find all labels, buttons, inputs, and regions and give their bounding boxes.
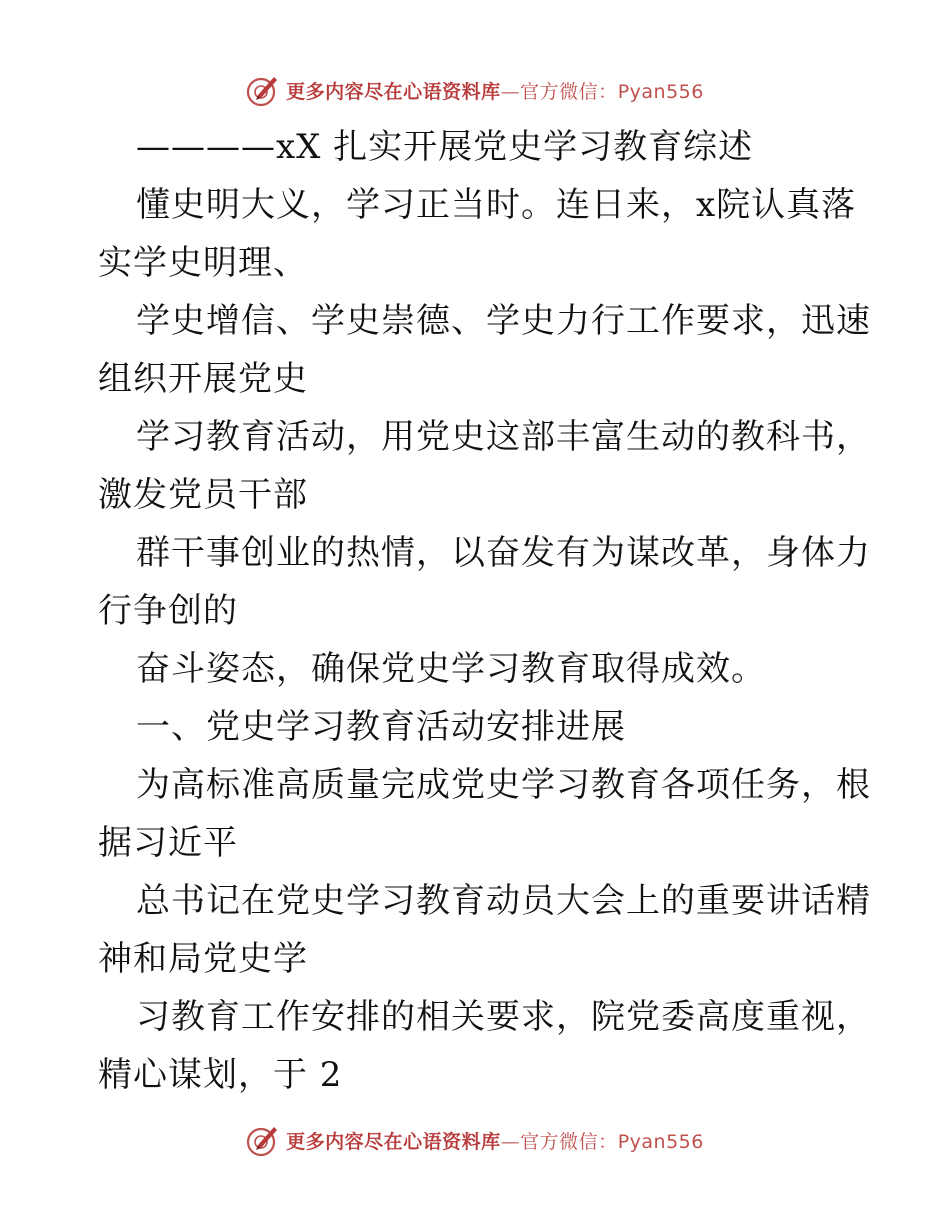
doc-line: 奋斗姿态，确保党史学习教育取得成效。 <box>136 649 766 689</box>
pen-logo-icon <box>246 1123 280 1157</box>
watermark-wechat-id: Pyan556 <box>617 80 704 103</box>
doc-line: 习教育工作安排的相关要求，院党委高度重视， <box>136 997 871 1037</box>
doc-line: 激发党员干部 <box>98 475 308 515</box>
doc-line: 学史增信、学史崇德、学史力行工作要求，迅速 <box>136 301 871 341</box>
doc-line: 行争创的 <box>98 591 238 631</box>
watermark-footer <box>0 1120 950 1160</box>
watermark-emphasis: 更多内容尽在心语资料库 <box>286 1130 501 1153</box>
watermark-header <box>0 70 950 110</box>
doc-section-heading: 一、党史学习教育活动安排进展 <box>136 707 626 747</box>
doc-title-line: ————xX 扎实开展党史学习教育综述 <box>136 127 754 167</box>
watermark-suffix: 官方微信： <box>520 1130 618 1153</box>
watermark-wechat-id: Pyan556 <box>617 1130 704 1153</box>
doc-line: 学习教育活动，用党史这部丰富生动的教科书， <box>136 417 871 457</box>
doc-line: 为高标准高质量完成党史学习教育各项任务，根 <box>136 765 871 805</box>
doc-line: 神和局党史学 <box>98 939 308 979</box>
doc-line: 组织开展党史 <box>98 359 308 399</box>
doc-line: 总书记在党史学习教育动员大会上的重要讲话精 <box>136 881 871 921</box>
watermark-text <box>286 1127 704 1154</box>
watermark-separator: — <box>500 1130 521 1153</box>
watermark-separator: — <box>500 80 521 103</box>
doc-line: 据习近平 <box>98 823 238 863</box>
doc-line: 精心谋划，于 2 <box>98 1055 343 1095</box>
watermark-suffix: 官方微信： <box>520 80 618 103</box>
watermark-text <box>286 77 704 104</box>
doc-line: 懂史明大义，学习正当时。连日来，x院认真落 <box>136 185 857 225</box>
document-body <box>98 118 878 1104</box>
doc-line: 群干事创业的热情，以奋发有为谋改革，身体力 <box>136 533 871 573</box>
doc-line: 实学史明理、 <box>98 243 308 283</box>
watermark-emphasis: 更多内容尽在心语资料库 <box>286 80 501 103</box>
pen-logo-icon <box>246 73 280 107</box>
